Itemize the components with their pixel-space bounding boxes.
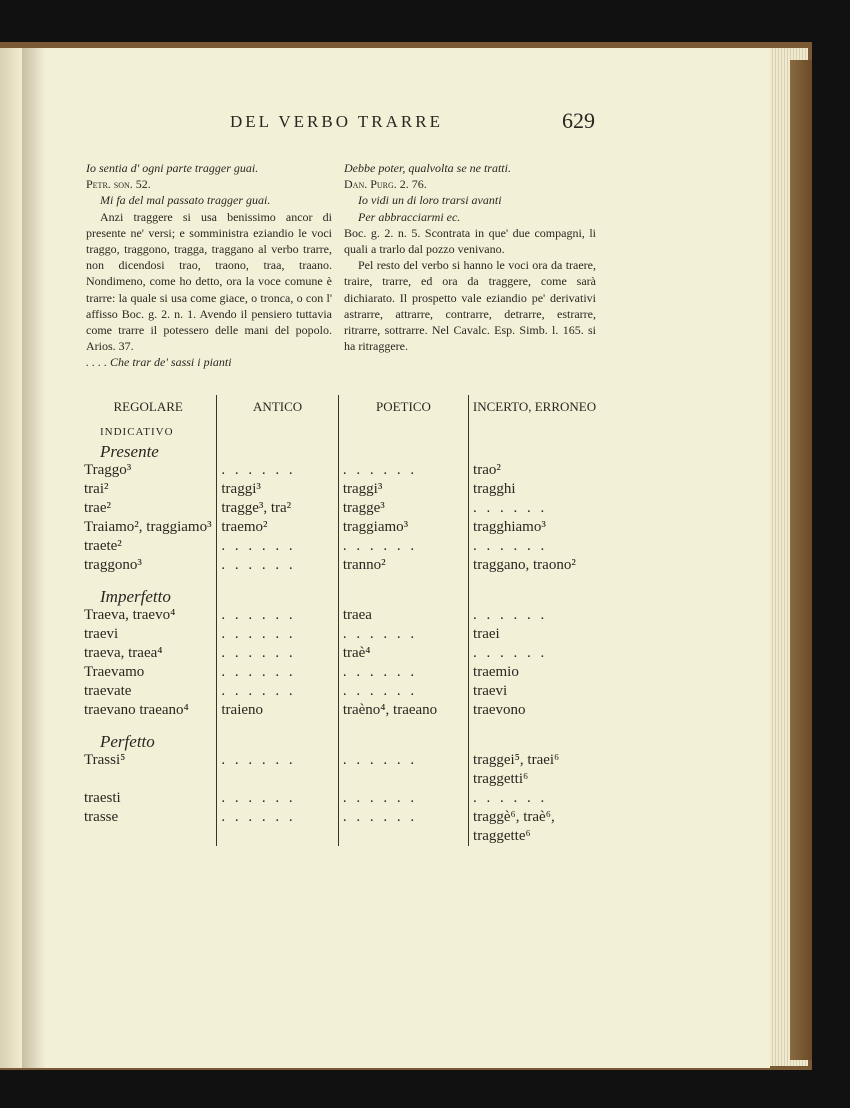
table-row xyxy=(80,518,600,537)
cell-antico: . . . . . . xyxy=(217,644,338,663)
cell-regolare: Traevamo xyxy=(84,664,145,680)
cell-incerto: traggè⁶, traè⁶, traggette⁶ xyxy=(469,808,600,846)
cell-antico: . . . . . . xyxy=(217,663,338,682)
table-row xyxy=(80,480,600,499)
cell-regolare: traggono³ xyxy=(84,557,142,573)
table-row xyxy=(80,644,600,663)
cell-incerto: traemio xyxy=(469,663,600,682)
cover-spine xyxy=(790,60,812,1060)
text-column-right xyxy=(344,160,596,354)
text-paragraph: Mi fa del mal passato tragger guai. xyxy=(100,193,271,208)
cell-poetico: . . . . . . xyxy=(338,789,468,808)
table-row xyxy=(80,461,600,480)
cell-poetico: . . . . . . xyxy=(338,625,468,644)
cell-poetico: . . . . . . xyxy=(338,682,468,701)
cell-incerto: . . . . . . xyxy=(469,789,600,808)
cell-poetico: traea xyxy=(338,606,468,625)
cell-poetico: tranno² xyxy=(338,556,468,575)
conjugation-body xyxy=(80,423,600,846)
cell-regolare: trai² xyxy=(84,481,109,497)
cell-regolare: Traeva, traevo⁴ xyxy=(84,607,176,623)
header-antico: ANTICO xyxy=(217,395,338,423)
cell-regolare: traete² xyxy=(84,538,122,554)
cell-regolare: Traggo³ xyxy=(84,462,132,478)
table-row xyxy=(80,682,600,701)
cell-poetico: . . . . . . xyxy=(338,751,468,789)
header-poetico: POETICO xyxy=(338,395,468,423)
text-column-left xyxy=(86,160,332,371)
tense-row xyxy=(80,720,600,751)
cell-regolare: trae² xyxy=(84,500,111,516)
text-paragraph: Anzi traggere si usa benissimo ancor di presente ne' versi; e somministra eziandio le voci traggo, traggono, tragga, traggano al verbo trarre, non dicendosi trao, traono, traa, traano. Nondimeno, come ho detto, ora la voce comune è trarre: la quale si usa come giace, o tronca, o con l' affisso Boc. g. 2. n. 1. Avendo il pensiero tuttavia come trarre il potessero delle mani del popolo. Arios. 37. xyxy=(86,209,332,354)
cell-poetico: . . . . . . xyxy=(338,663,468,682)
cell-incerto: traggano, traono² xyxy=(469,556,600,575)
text-paragraph: . . . . Che trar de' sassi i pianti xyxy=(86,355,232,370)
cell-poetico: traggi³ xyxy=(338,480,468,499)
cell-antico: . . . . . . xyxy=(217,606,338,625)
tense-row xyxy=(80,442,600,461)
cell-regolare: Trassi⁵ xyxy=(84,752,126,768)
cell-regolare: traesti xyxy=(84,790,121,806)
text-paragraph: Io vidi un di loro trarsi avanti xyxy=(358,193,502,208)
cell-incerto: tragghi xyxy=(469,480,600,499)
cell-incerto: traevi xyxy=(469,682,600,701)
cell-antico: traggi³ xyxy=(217,480,338,499)
header-regolare: REGOLARE xyxy=(113,399,183,414)
text-paragraph: Petr. son. 52. xyxy=(86,177,151,192)
table-row xyxy=(80,537,600,556)
section-row xyxy=(80,423,600,442)
cell-poetico: traggiamo³ xyxy=(338,518,468,537)
text-paragraph: Boc. g. 2. n. 5. Scontrata in que' due compagni, li quali a trarlo dal pozzo venivano. xyxy=(344,225,596,257)
cell-poetico: . . . . . . xyxy=(338,808,468,846)
cell-regolare: Traiamo², traggiamo³ xyxy=(84,519,212,535)
cell-poetico: . . . . . . xyxy=(338,461,468,480)
cell-antico: tragge³, tra² xyxy=(217,499,338,518)
table-row xyxy=(80,808,600,846)
cell-antico: . . . . . . xyxy=(217,537,338,556)
cell-antico: traemo² xyxy=(217,518,338,537)
cell-regolare: trasse xyxy=(84,809,119,825)
table-row xyxy=(80,701,600,720)
cell-incerto: trao² xyxy=(469,461,600,480)
cell-incerto: . . . . . . xyxy=(469,537,600,556)
tense-row xyxy=(80,575,600,606)
page-number: 629 xyxy=(562,108,595,133)
cell-antico: . . . . . . xyxy=(217,625,338,644)
table-row xyxy=(80,663,600,682)
table-row xyxy=(80,789,600,808)
tense-label: Imperfetto xyxy=(100,587,171,606)
running-head: DEL VERBO TRARRE xyxy=(230,112,443,131)
section-label: INDICATIVO xyxy=(100,426,174,438)
table-row xyxy=(80,625,600,644)
cell-incerto: traggei⁵, traei⁶ traggetti⁶ xyxy=(469,751,600,789)
table-row xyxy=(80,751,600,789)
header-incerto: INCERTO, ERRONEO xyxy=(469,395,600,423)
text-paragraph: Per abbracciarmi ec. xyxy=(358,209,461,224)
facing-page-edge xyxy=(0,48,22,1068)
cell-antico: . . . . . . xyxy=(217,556,338,575)
cell-incerto: traei xyxy=(469,625,600,644)
table-row xyxy=(80,499,600,518)
text-paragraph: Dan. Purg. 2. 76. xyxy=(344,177,427,192)
cell-incerto: . . . . . . xyxy=(469,499,600,518)
cell-poetico: traèno⁴, traeano xyxy=(338,701,468,720)
table-row xyxy=(80,556,600,575)
page-gutter-shadow xyxy=(22,48,46,1068)
cell-poetico: tragge³ xyxy=(338,499,468,518)
cell-antico: . . . . . . xyxy=(217,751,338,789)
cell-regolare: traevate xyxy=(84,683,132,699)
cell-incerto: traevono xyxy=(469,701,600,720)
cell-incerto: tragghiamo³ xyxy=(469,518,600,537)
cell-antico: traieno xyxy=(217,701,338,720)
text-paragraph: Debbe poter, qualvolta se ne tratti. xyxy=(344,161,511,175)
tense-label: Perfetto xyxy=(100,732,155,751)
cell-antico: . . . . . . xyxy=(217,789,338,808)
cell-antico: . . . . . . xyxy=(217,461,338,480)
cell-regolare: traeva, traea⁴ xyxy=(84,645,163,661)
cell-incerto: . . . . . . xyxy=(469,644,600,663)
cell-poetico: traè⁴ xyxy=(338,644,468,663)
tense-label: Presente xyxy=(100,442,159,461)
cell-poetico: . . . . . . xyxy=(338,537,468,556)
text-paragraph: Pel resto del verbo si hanno le voci ora da traere, traire, trarre, ed ora da traggere, come sarà dichiarato. Il prospetto vale eziandio pe' derivativi astrarre, attrarre, contrarre, detrarre, estrarre, ritrarre, sottrarre. Nel Cavalc. Esp. Simb. l. 165. si ha ritraggere. xyxy=(344,258,596,354)
cell-regolare: traevi xyxy=(84,626,119,642)
table-row xyxy=(80,606,600,625)
table-header-row xyxy=(80,395,600,423)
cell-regolare: traevano traeano⁴ xyxy=(84,702,189,718)
conjugation-table xyxy=(80,395,600,846)
cell-antico: . . . . . . xyxy=(217,808,338,846)
text-paragraph: Io sentia d' ogni parte tragger guai. xyxy=(86,161,259,175)
cell-antico: . . . . . . xyxy=(217,682,338,701)
cell-incerto: . . . . . . xyxy=(469,606,600,625)
